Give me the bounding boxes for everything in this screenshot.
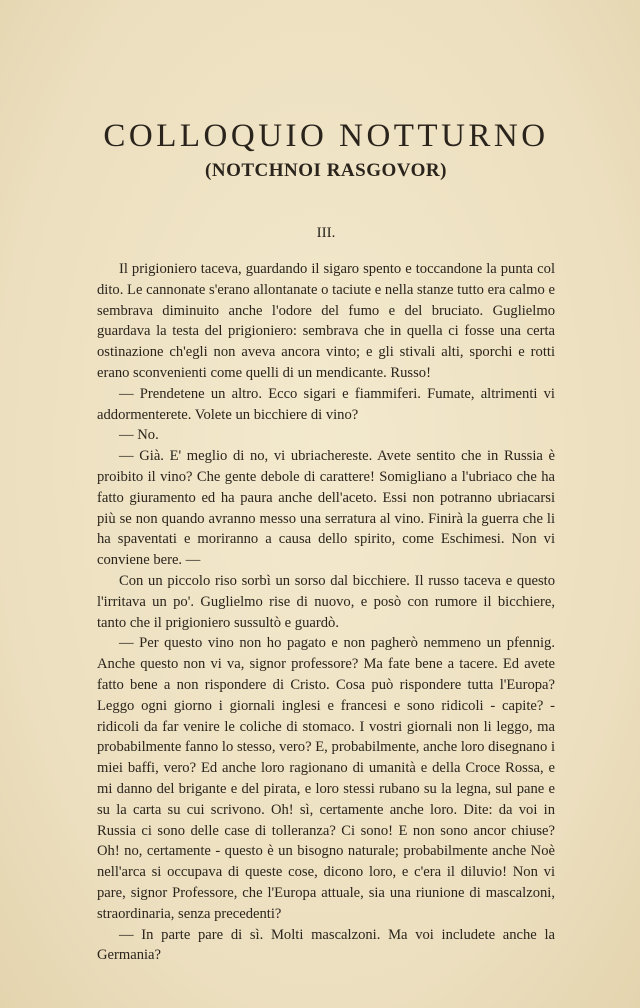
body-text bbox=[97, 259, 555, 966]
paragraph: — Per questo vino non ho pagato e non pagherò nemmeno un pfennig. Anche questo non vi va, signor professore? Ma fate bene a tacere. Ed avete fatto bene a non rispondere di Cristo. Cosa può rispondere tutta l'Europa? Leggo ogni giorno i giornali inglesi e francesi e sono ridicoli - capite? - ridicoli da far venire le coliche di stomaco. I vostri giornali non li leggo, ma probabilmente fanno lo stesso, vero? E, probabilmente, anche loro disegnano i miei baffi, vero? Ed anche loro ragionano di umanità e della Croce Rossa, e mi danno del brigante e del pirata, e loro stessi rubano su la legna, sul pane e su la carta su cui scrivono. Oh! sì, certamente anche loro. Dite: da voi in Russia ci sono delle case di tolleranza? Ci sono! E non sono ancor chiuse? Oh! no, certamente - questo è un bisogno naturale; probabilmente anche Noè nell'arca si occupava di queste cose, dicono loro, e c'era il diluvio! Non vi pare, signor Professore, che l'Europa attuale, sia una riunione di mascalzoni, straordinaria, senza precedenti? bbox=[97, 635, 555, 922]
paragraph: Con un piccolo riso sorbì un sorso dal bicchiere. Il russo taceva e questo l'irritava un po'. Guglielmo rise di nuovo, e posò con rumore il bicchiere, tanto che il prigioniero sussultò e guardò. bbox=[97, 572, 555, 631]
paragraph: — In parte pare di sì. Molti mascalzoni. Ma voi includete anche la Germania? bbox=[97, 926, 555, 964]
chapter-subtitle: (NOTCHNOI RASGOVOR) bbox=[205, 160, 447, 181]
paragraph: Il prigioniero taceva, guardando il sigaro spento e toccandone la punta col dito. Le cannonate s'erano allontanate o taciute e nella stanze tutto era calmo e sembrava diminuito anche l'odore del fumo e del bruciato. Guglielmo guardava la testa del prigioniero: sembrava che in quella ci fosse una certa ostinazione ch'egli non aveva ancora vinto; e gli stivali alti, sporchi e rotti erano sconvenienti come quelli di un mendicante. Russo! bbox=[97, 261, 555, 381]
section-number: III. bbox=[316, 225, 336, 241]
paragraph: — Già. E' meglio di no, vi ubriachereste. Avete sentito che in Russia è proibito il vino? Che gente debole di carattere! Somigliano a l'ubriaco che ha fatto giuramento ed ha paura anche dell'aceto. Essi non potranno ubriacarsi più se non quando avranno messo una serratura al vino. Finirà la guerra che li ha spaventati e moriranno a causa dello spirito, come Eschimesi. Non vi conviene bere. — bbox=[97, 448, 555, 569]
paragraph: — Prendetene un altro. Ecco sigari e fiammiferi. Fumate, altrimenti vi addormenterete. Volete un bicchiere di vino? bbox=[97, 385, 555, 423]
paragraph: — No. bbox=[119, 427, 159, 444]
chapter-title: COLLOQUIO NOTTURNO bbox=[103, 118, 549, 154]
